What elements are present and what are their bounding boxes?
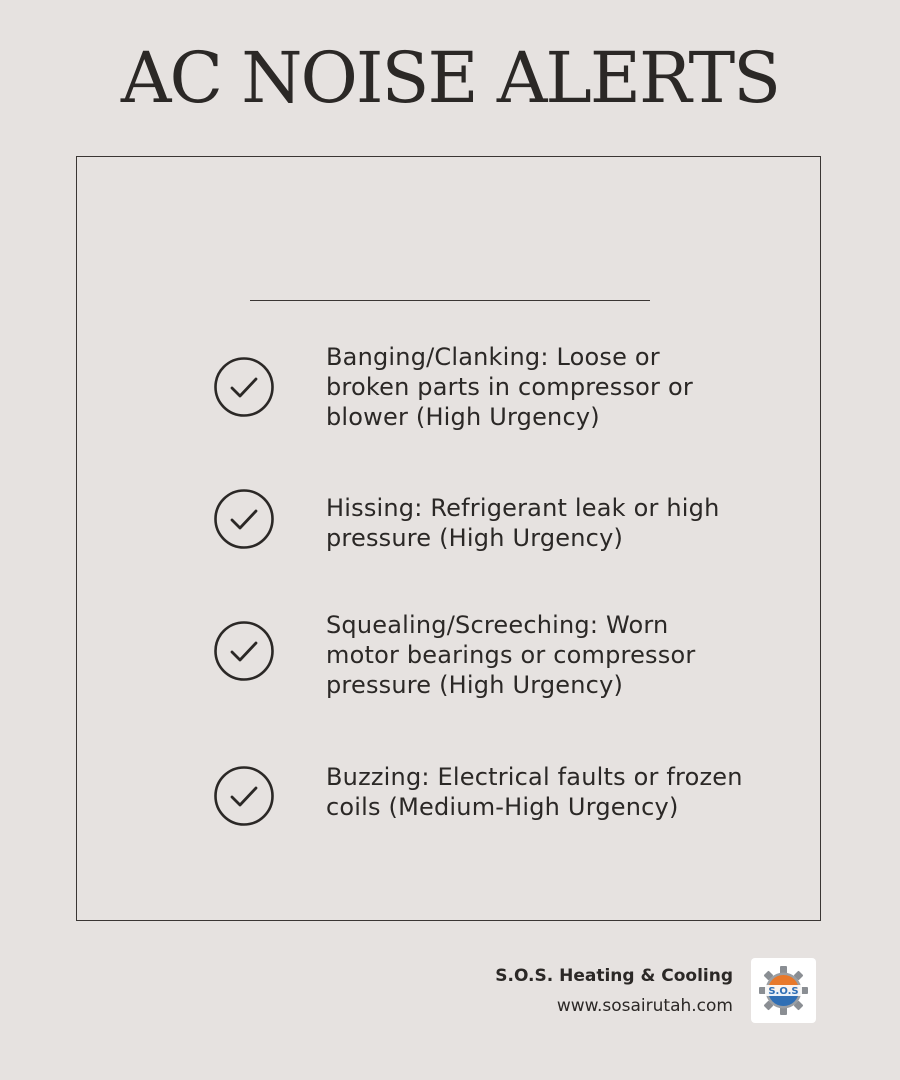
panel-divider xyxy=(250,300,650,301)
check-circle-icon xyxy=(213,356,275,418)
check-circle-icon xyxy=(213,765,275,827)
page-title: AC NOISE ALERTS xyxy=(120,37,780,119)
alert-text: Squealing/Screeching: Worn motor bearings or compressor pressure (High Urgency) xyxy=(326,611,696,699)
alert-text: Buzzing: Electrical faults or frozen coils (Medium-High Urgency) xyxy=(326,763,743,821)
check-circle-icon xyxy=(213,620,275,682)
brand-logo xyxy=(751,958,816,1023)
alert-text: Hissing: Refrigerant leak or high pressure (High Urgency) xyxy=(326,494,720,552)
gear-logo-icon xyxy=(751,958,816,1023)
brand-url[interactable]: www.sosairutah.com xyxy=(556,996,733,1016)
alert-text: Banging/Clanking: Loose or broken parts in compressor or blower (High Urgency) xyxy=(326,343,693,431)
brand-name: S.O.S. Heating & Cooling xyxy=(495,966,733,986)
check-circle-icon xyxy=(213,488,275,550)
logo-text: S.O.S xyxy=(768,986,799,997)
brand-block xyxy=(495,965,733,1017)
